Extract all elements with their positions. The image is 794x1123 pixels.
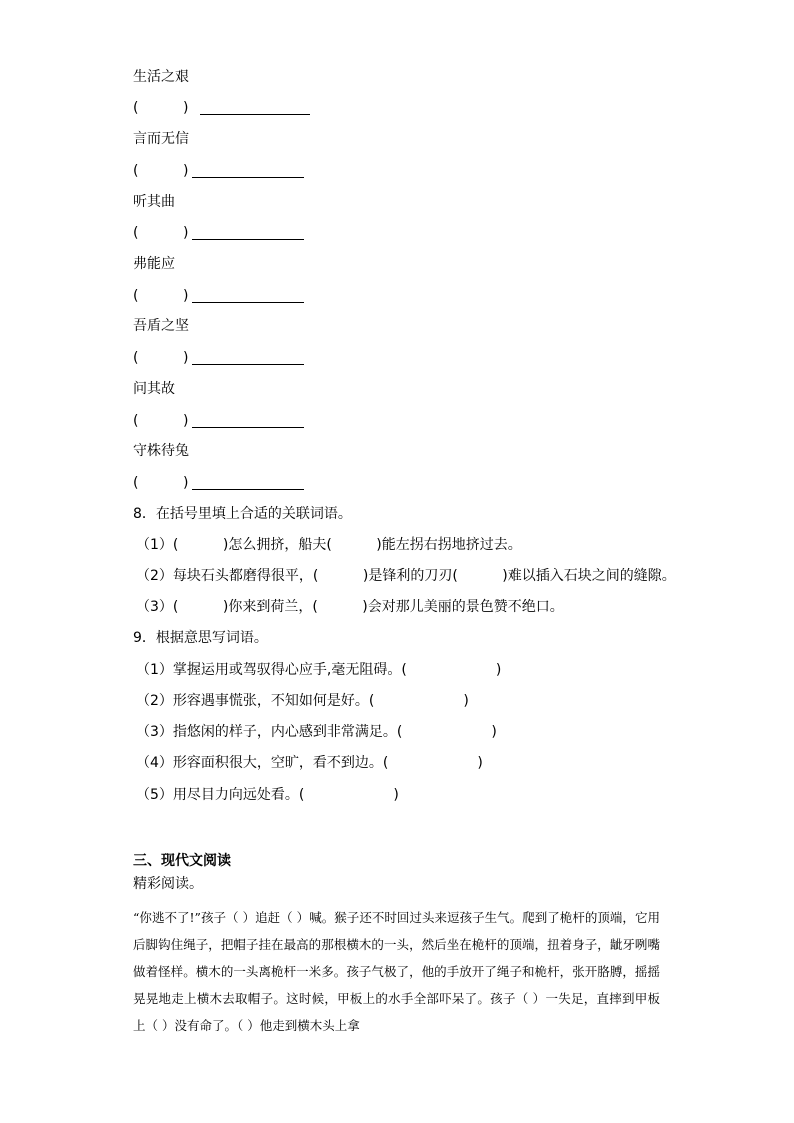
answer-blank-line[interactable] [192,489,304,490]
question-item: （2）形容遇事慌张，不知如何是好。( ) [136,693,469,709]
question-item: （1）( )怎么拥挤，船夫( )能左拐右拐地挤过去。 [136,537,522,553]
vocab-term: 言而无信 [133,131,189,147]
vocab-term: 吾盾之坚 [133,318,189,334]
question-title: 9．根据意思写词语。 [133,630,268,646]
question-item: （3）指悠闲的样子，内心感到非常满足。( ) [136,724,497,740]
vocab-term: 听其曲 [133,194,175,210]
section-subtitle: 精彩阅读。 [133,876,203,892]
question-title: 8．在括号里填上合适的关联词语。 [133,506,352,522]
answer-blank-line[interactable] [192,239,304,240]
question-item: （5）用尽目力向远处看。( ) [136,787,399,803]
answer-bracket: ( ) [133,225,189,241]
answer-blank-line[interactable] [192,302,304,303]
answer-bracket: ( ) [133,350,189,366]
section-title: 三、现代文阅读 [133,853,231,869]
question-item: （4）形容面积很大，空旷，看不到边。( ) [136,755,483,771]
answer-blank-line[interactable] [192,364,304,365]
vocab-term: 生活之艰 [133,69,189,85]
reading-passage [133,904,660,1039]
answer-bracket: ( ) [133,100,189,116]
answer-bracket: ( ) [133,163,189,179]
vocab-term: 问其故 [133,381,175,397]
question-item: （3）( )你来到荷兰，( )会对那儿美丽的景色赞不绝口。 [136,599,564,615]
question-item: （2）每块石头都磨得很平，( )是锋利的刀刃( )难以插入石块之间的缝隙。 [136,568,676,584]
answer-bracket: ( ) [133,413,189,429]
question-item: （1）掌握运用或驾驭得心应手,毫无阻碍。( ) [136,662,502,678]
answer-blank-line[interactable] [192,427,304,428]
answer-blank-line[interactable] [192,177,304,178]
vocab-term: 守株待兔 [133,443,189,459]
passage-text: “你逃不了!”孩子（ ）追赶（ ）喊。猴子还不时回过头来逗孩子生气。爬到了桅杆的顶端，它用后脚钩住绳子，把帽子挂在最高的那根横木的一头，然后坐在桅杆的顶端，扭着身子，龇牙咧嘴做着怪样。横木的一头离桅杆一米多。孩子气极了，他的手放开了绳子和桅杆，张开胳膊，摇摇晃晃地走上横木去取帽子。这时候，甲板上的水手全部吓呆了。孩子（ ）一失足，直摔到甲板上（ ）没有命了。（ ）他走到横木头上拿 [133,910,660,1033]
answer-bracket: ( ) [133,475,189,491]
answer-blank-line[interactable] [200,114,310,115]
vocab-term: 弗能应 [133,256,175,272]
answer-bracket: ( ) [133,288,189,304]
